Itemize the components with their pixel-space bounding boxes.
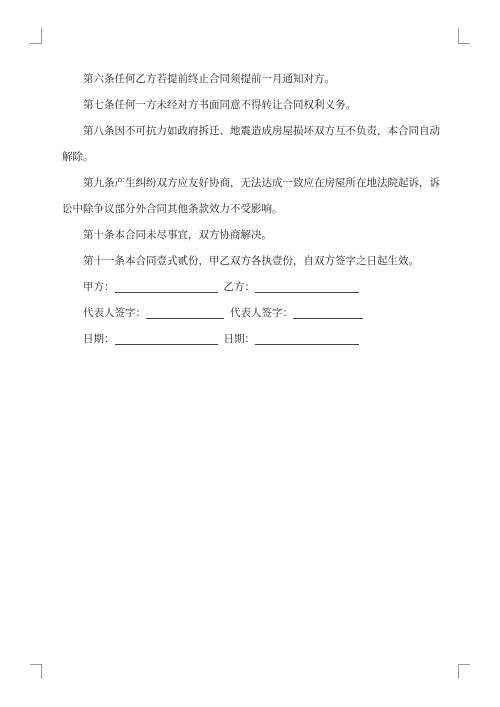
party-b-signature-line[interactable]: [255, 281, 359, 293]
crop-mark-bottom-right: [458, 664, 470, 680]
party-a-label: 甲方：: [83, 281, 115, 293]
signature-party-row: [62, 274, 440, 300]
clause-9[interactable]: 第九条产生纠纷双方应友好协商，无法达成一致应在房屋所在地法院起诉，诉讼中除争议部分外合同其他条款效力不受影响。: [62, 177, 440, 215]
contract-body[interactable]: [62, 66, 440, 352]
clause-6[interactable]: 第六条任何乙方若提前终止合同须提前一月通知对方。: [83, 73, 335, 85]
clause-8[interactable]: 第八条因不可抗力如政府拆迁、地震造成房屋损坏双方互不负责，本合同自动解除。: [62, 125, 440, 163]
date-a-line[interactable]: [115, 333, 218, 345]
rep-a-signature-line[interactable]: [146, 307, 224, 319]
clause-11[interactable]: 第十一条本合同壹式贰份，甲乙双方各执壹份，自双方签字之日起生效。: [83, 255, 419, 267]
date-b-label: 日期：: [223, 333, 255, 345]
crop-mark-top-left: [30, 28, 42, 44]
clause-10[interactable]: 第十条本合同未尽事宜，双方协商解决。: [83, 229, 272, 241]
crop-mark-bottom-left: [30, 664, 42, 680]
party-b-label: 乙方：: [223, 281, 255, 293]
date-b-line[interactable]: [255, 333, 359, 345]
crop-mark-top-right: [458, 28, 470, 44]
rep-a-label: 代表人签字：: [83, 307, 146, 319]
clause-7[interactable]: 第七条任何一方未经对方书面同意不得转让合同权利义务。: [83, 99, 356, 111]
signature-representative-row: [62, 300, 440, 326]
party-a-signature-line[interactable]: [115, 281, 218, 293]
rep-b-signature-line[interactable]: [293, 307, 363, 319]
date-a-label: 日期：: [83, 333, 115, 345]
signature-date-row: [62, 326, 440, 352]
rep-b-label: 代表人签字：: [230, 307, 293, 319]
